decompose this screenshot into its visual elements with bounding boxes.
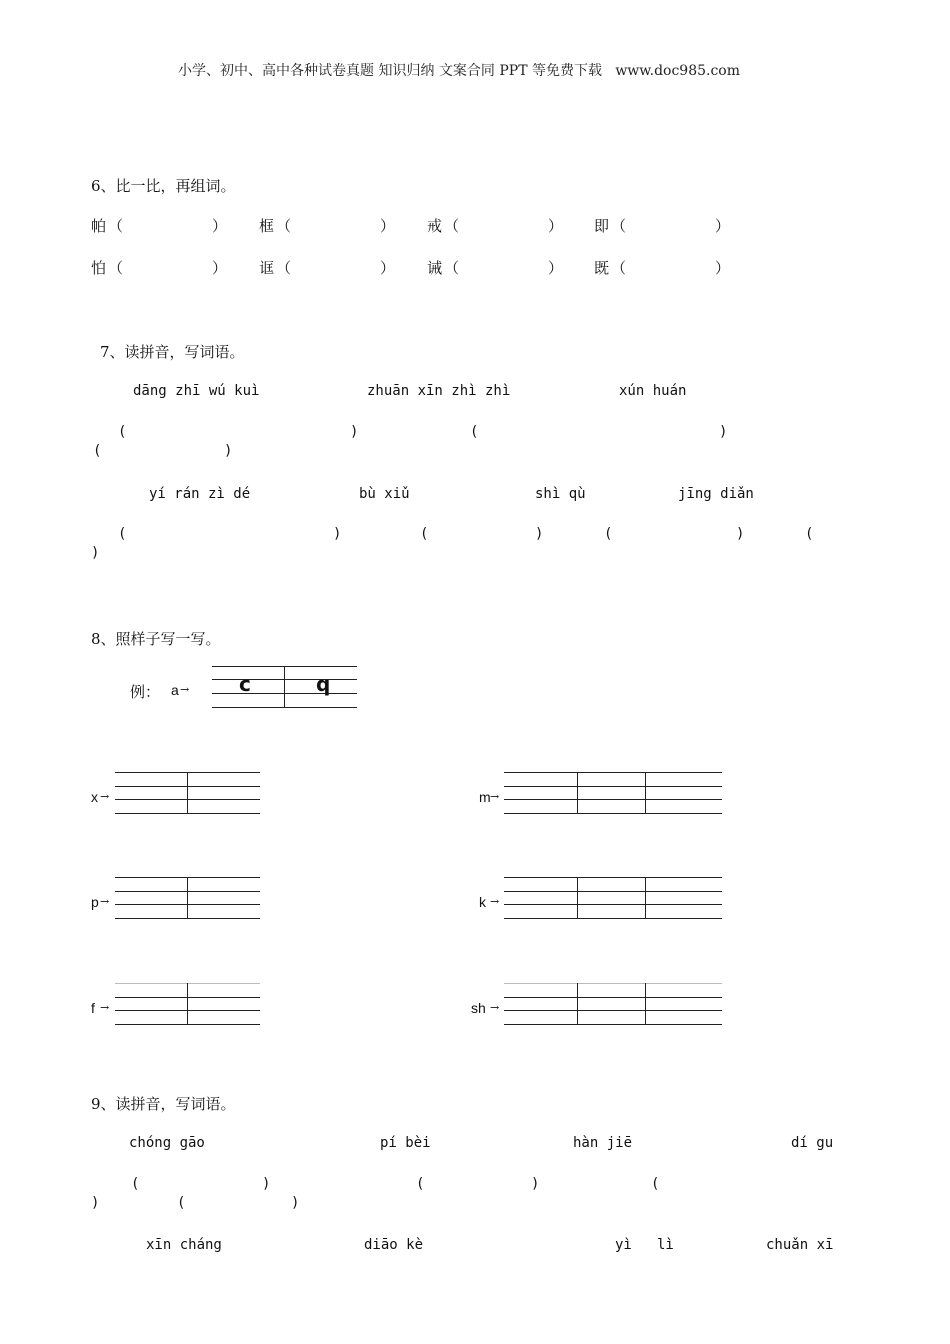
q6-open-paren: （ (444, 259, 460, 277)
q7-open-paren: ( (118, 424, 127, 440)
writing-grid[interactable] (504, 877, 722, 919)
q6-close-paren: ） (715, 259, 731, 277)
q7-close-paren: ) (224, 443, 233, 459)
q7-open-paren: ( (470, 424, 479, 440)
q6-char: 诓 (259, 259, 275, 277)
q7-open-paren: ( (805, 526, 814, 542)
q9-open-paren: ( (177, 1195, 186, 1211)
q6-char: 既 (594, 259, 610, 277)
q7-close-paren: ) (333, 526, 342, 542)
q7-pinyin: xún huán (619, 383, 687, 399)
q9-pinyin: chuǎn xī (766, 1237, 834, 1253)
q9-pinyin: pí bèi (380, 1135, 431, 1151)
q6-close-paren: ） (212, 259, 228, 277)
q7-open-paren: ( (118, 526, 127, 542)
arrow-right-icon: → (100, 790, 110, 803)
q6-char: 即 (594, 217, 610, 235)
q7-open-paren: ( (93, 443, 102, 459)
q7-pinyin: bù xiǔ (359, 486, 410, 502)
q8-item-label: sh (471, 1000, 486, 1016)
q7-pinyin: shì qù (535, 486, 586, 502)
q9-close-paren: ) (291, 1195, 300, 1211)
q8-item-label: k (479, 894, 486, 910)
q9-pinyin: dí gu (791, 1135, 834, 1151)
q6-close-paren: ） (715, 217, 731, 235)
q6-open-paren: （ (276, 259, 292, 277)
q7-close-paren: ) (736, 526, 745, 542)
q6-open-paren: （ (611, 259, 627, 277)
arrow-right-icon: → (180, 683, 190, 696)
q7-close-paren: ) (350, 424, 359, 440)
writing-grid[interactable] (115, 772, 260, 814)
arrow-right-icon: → (490, 895, 500, 908)
q7-open-paren: ( (420, 526, 429, 542)
arrow-right-icon: → (100, 1001, 110, 1014)
q6-close-paren: ） (548, 259, 564, 277)
q7-open-paren: ( (604, 526, 613, 542)
q7-pinyin: yí rán zì dé (149, 486, 251, 502)
q6-close-paren: ） (548, 217, 564, 235)
writing-grid[interactable] (115, 983, 260, 1025)
q7-title: 7、读拼音，写词语。 (100, 343, 245, 361)
q6-close-paren: ） (380, 259, 396, 277)
q9-pinyin: lì (657, 1237, 674, 1253)
q8-example-label: 例： (130, 683, 161, 701)
q8-item-label: m (479, 789, 491, 805)
q6-open-paren: （ (108, 259, 124, 277)
writing-grid[interactable] (504, 772, 722, 814)
q9-open-paren: ( (131, 1176, 140, 1192)
q8-title: 8、照样子写一写。 (91, 630, 221, 648)
q6-char: 诫 (427, 259, 443, 277)
example-answer: c (239, 672, 251, 696)
q7-close-paren: ) (719, 424, 728, 440)
q9-close-paren: ) (91, 1195, 100, 1211)
q8-item-label: p (91, 894, 99, 910)
q9-pinyin: hàn jiē (573, 1135, 633, 1151)
q7-pinyin: dāng zhī wú kuì (133, 383, 260, 399)
q6-open-paren: （ (611, 217, 627, 235)
q8-example-letter: a (171, 682, 179, 698)
q6-title: 6、比一比，再组词。 (91, 177, 236, 195)
q7-close-paren: ) (91, 545, 100, 561)
q7-pinyin: zhuān xīn zhì zhì (367, 383, 511, 399)
q7-pinyin: jīng diǎn (678, 486, 754, 502)
q6-close-paren: ） (380, 217, 396, 235)
q9-close-paren: ) (262, 1176, 271, 1192)
q9-open-paren: ( (651, 1176, 660, 1192)
q9-pinyin: yì (615, 1237, 632, 1253)
q9-pinyin: chóng gāo (129, 1135, 205, 1151)
q9-pinyin: diāo kè (364, 1237, 424, 1253)
arrow-right-icon: → (490, 1001, 500, 1014)
writing-grid[interactable] (115, 877, 260, 919)
q9-open-paren: ( (416, 1176, 425, 1192)
q8-item-label: f (91, 1000, 95, 1016)
q6-close-paren: ） (212, 217, 228, 235)
arrow-right-icon: → (100, 895, 110, 908)
q6-char: 框 (259, 217, 275, 235)
q6-char: 帕 (91, 217, 107, 235)
q6-char: 怕 (91, 259, 107, 277)
page-header: 小学、初中、高中各种试卷真题 知识归纳 文案合同 PPT 等免费下载 www.doc985.com (178, 63, 741, 79)
q9-title: 9、读拼音，写词语。 (91, 1095, 236, 1113)
example-writing-grid (212, 666, 357, 708)
q6-char: 戒 (427, 217, 443, 235)
writing-grid[interactable] (504, 983, 722, 1025)
q6-open-paren: （ (276, 217, 292, 235)
example-answer: q (316, 672, 331, 696)
q6-open-paren: （ (444, 217, 460, 235)
q9-pinyin: xīn cháng (146, 1237, 222, 1253)
q7-close-paren: ) (535, 526, 544, 542)
q8-item-label: x (91, 789, 98, 805)
q6-open-paren: （ (108, 217, 124, 235)
arrow-right-icon: → (490, 790, 500, 803)
q9-close-paren: ) (531, 1176, 540, 1192)
